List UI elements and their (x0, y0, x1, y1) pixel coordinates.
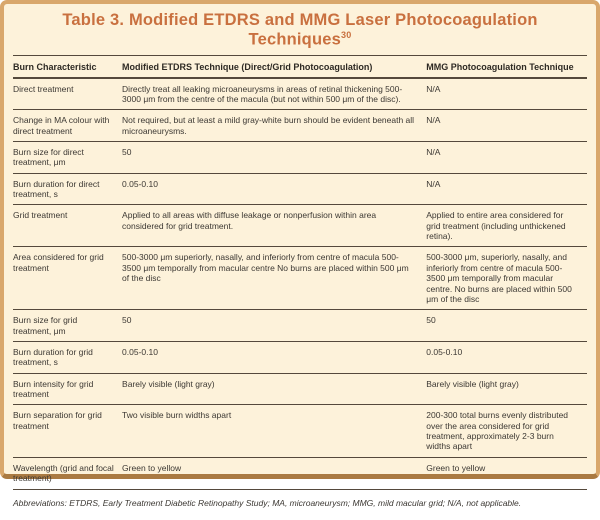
cell-etdrs: Applied to all areas with diffuse leakage or nonperfusion within area considered for grid treatment. (122, 205, 426, 247)
cell-mmg: N/A (426, 141, 587, 173)
col-header-modified-etdrs: Modified ETDRS Technique (Direct/Grid Photocoagulation) (122, 55, 426, 78)
cell-mmg: N/A (426, 173, 587, 205)
cell-characteristic: Burn intensity for grid treatment (13, 373, 122, 405)
table-figure-content (4, 4, 596, 520)
cell-characteristic: Burn duration for grid treatment, s (13, 341, 122, 373)
cell-etdrs: 50 (122, 141, 426, 173)
cell-mmg: 50 (426, 310, 587, 342)
cell-etdrs: 500-3000 μm superiorly, nasally, and inferiorly from centre of macula 500-3500 μm temporally from macular centre No burns are placed within 500 μm of the disc (122, 247, 426, 310)
cell-mmg: 0.05-0.10 (426, 341, 587, 373)
table-title-citation: 30 (340, 30, 352, 40)
cell-characteristic: Wavelength (grid and focal treatment) (13, 457, 122, 489)
cell-etdrs: Barely visible (light gray) (122, 373, 426, 405)
cell-mmg: 200-300 total burns evenly distributed over the area considered for grid treatment, approximately 2-3 burn widths apart (426, 405, 587, 457)
table-row (13, 405, 587, 457)
table-title (13, 4, 587, 55)
cell-characteristic: Burn duration for direct treatment, s (13, 173, 122, 205)
table-row (13, 247, 587, 310)
table-row (13, 310, 587, 342)
table-row (13, 205, 587, 247)
table-row (13, 141, 587, 173)
table-row (13, 173, 587, 205)
cell-mmg: N/A (426, 110, 587, 142)
cell-characteristic: Burn size for direct treatment, μm (13, 141, 122, 173)
cell-etdrs: Green to yellow (122, 457, 426, 489)
cell-etdrs: 0.05-0.10 (122, 173, 426, 205)
cell-characteristic: Burn separation for grid treatment (13, 405, 122, 457)
cell-etdrs: Directly treat all leaking microaneurysms in areas of retinal thickening 500-3000 μm from the centre of the macula (but not within 500 μm of the disc). (122, 78, 426, 110)
cell-characteristic: Grid treatment (13, 205, 122, 247)
cell-mmg: Green to yellow (426, 457, 587, 489)
table-row (13, 373, 587, 405)
table-row (13, 78, 587, 110)
etdrs-mmg-table (13, 55, 587, 490)
abbreviations-note: Abbreviations: ETDRS, Early Treatment Diabetic Retinopathy Study; MA, microaneurysm; MMG, mild macular grid; N/A, not applicable. (13, 497, 522, 508)
col-header-mmg: MMG Photocoagulation Technique (426, 55, 587, 78)
cell-mmg: N/A (426, 78, 587, 110)
cell-etdrs: Not required, but at least a mild gray-white burn should be evident beneath all microaneurysms. (122, 110, 426, 142)
cell-characteristic: Burn size for grid treatment, μm (13, 310, 122, 342)
table-row (13, 457, 587, 489)
cell-characteristic: Change in MA colour with direct treatment (13, 110, 122, 142)
cell-characteristic: Direct treatment (13, 78, 122, 110)
cell-mmg: Barely visible (light gray) (426, 373, 587, 405)
cell-etdrs: Two visible burn widths apart (122, 405, 426, 457)
cell-mmg: 500-3000 μm, superiorly, nasally, and inferiorly from centre of macula 500-3500 μm temporally from macular centre. No burns are placed within 500 μm of the disc (426, 247, 587, 310)
cell-mmg: Applied to entire area considered for grid treatment (including unthickened retina). (426, 205, 587, 247)
table-row (13, 341, 587, 373)
cell-etdrs: 0.05-0.10 (122, 341, 426, 373)
table-title-text: Table 3. Modified ETDRS and MMG Laser Photocoagulation Techniques (62, 11, 538, 49)
col-header-burn-characteristic: Burn Characteristic (13, 55, 122, 78)
table-row (13, 110, 587, 142)
header-row (13, 55, 587, 78)
cell-etdrs: 50 (122, 310, 426, 342)
cell-characteristic: Area considered for grid treatment (13, 247, 122, 310)
